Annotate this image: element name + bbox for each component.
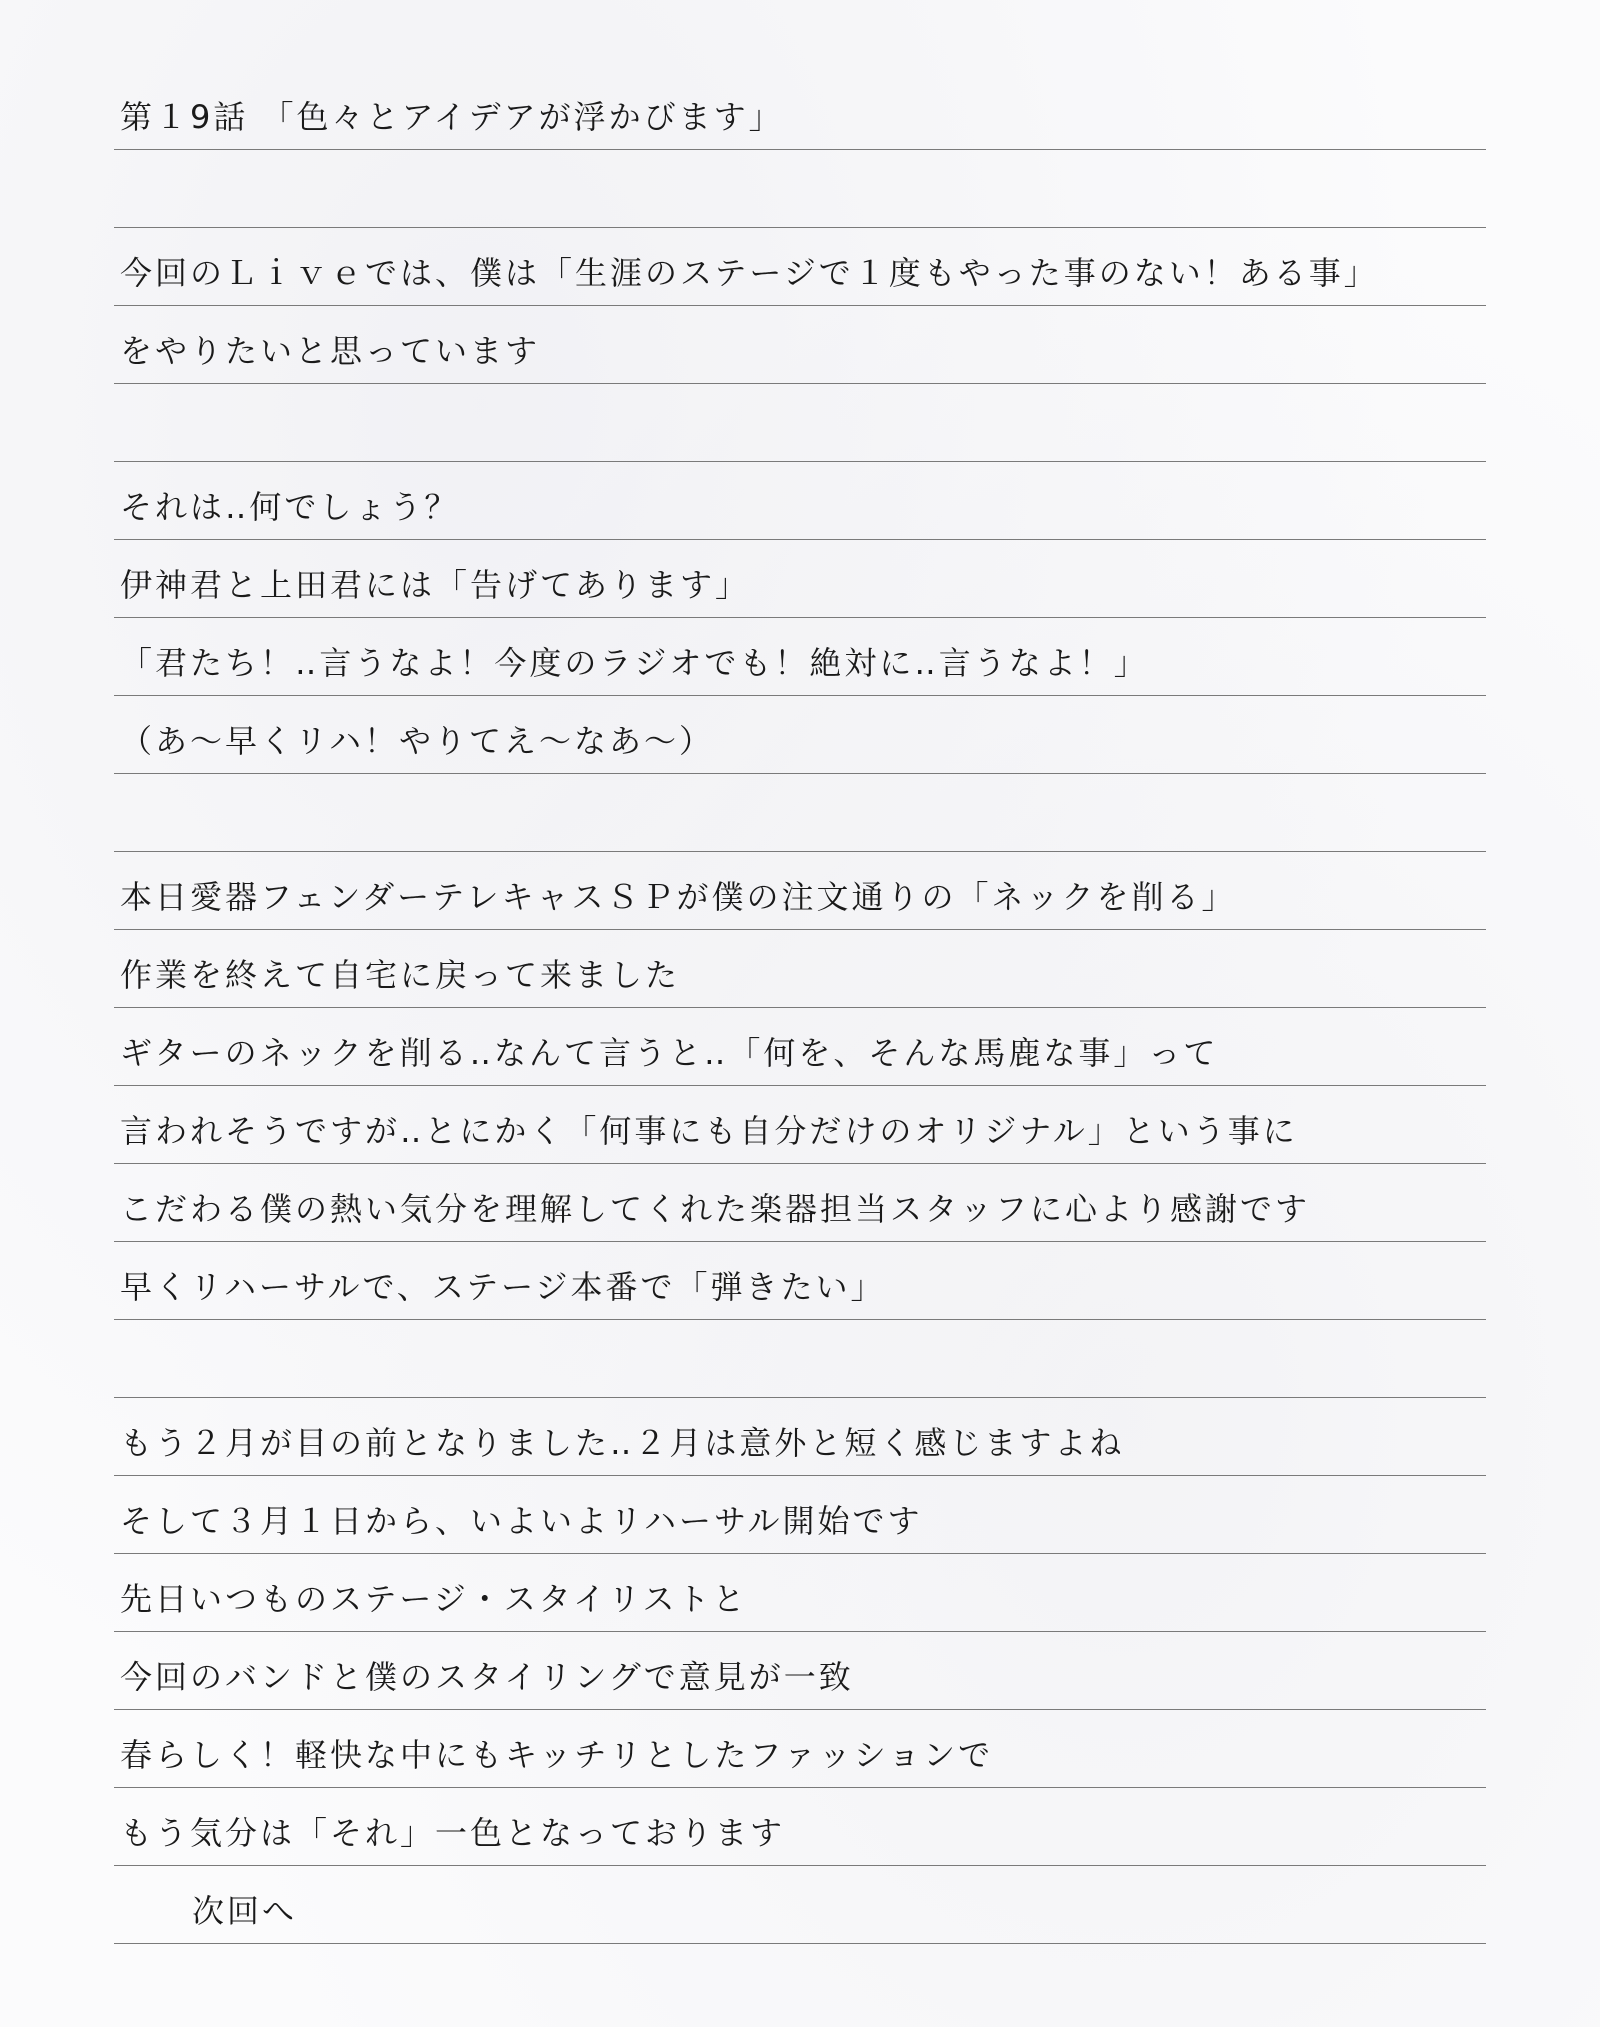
text-line xyxy=(114,1710,1486,1788)
text-line xyxy=(114,1164,1486,1242)
line-text: 言われそうですが‥とにかく「何事にも自分だけのオリジナル」という事に xyxy=(120,1112,1298,1150)
footer-line xyxy=(114,1866,1486,1944)
line-text: 作業を終えて自宅に戻って来ました xyxy=(120,956,681,994)
text-line xyxy=(114,1632,1486,1710)
line-text: 今回のＬｉｖｅでは、僕は「生涯のステージで１度もやった事のない！ある事」 xyxy=(120,254,1379,292)
line-text: （あ～早くリハ！やりてえ～なあ～） xyxy=(120,722,715,760)
text-line xyxy=(114,618,1486,696)
line-text: 「君たち！‥言うなよ！今度のラジオでも！絶対に‥言うなよ！」 xyxy=(120,644,1149,682)
line-text: 伊神君と上田君には「告げてあります」 xyxy=(120,566,751,604)
text-line xyxy=(114,306,1486,384)
text-line xyxy=(114,1320,1486,1398)
text-line xyxy=(114,1476,1486,1554)
text-line xyxy=(114,1242,1486,1320)
line-text: 春らしく！軽快な中にもキッチリとしたファッションで xyxy=(120,1736,994,1774)
line-text: 本日愛器フェンダーテレキャスＳＰが僕の注文通りの「ネックを削る」 xyxy=(120,878,1237,916)
line-text: 早くリハーサルで、ステージ本番で「弾きたい」 xyxy=(120,1268,886,1306)
text-line xyxy=(114,384,1486,462)
line-text: それは‥何でしょう？ xyxy=(120,488,460,526)
text-line xyxy=(114,1086,1486,1164)
next-episode-label: 次回へ xyxy=(192,1892,298,1930)
line-text: ギターのネックを削る‥なんて言うと‥「何を、そんな馬鹿な事」って xyxy=(120,1034,1219,1072)
text-line xyxy=(114,462,1486,540)
text-line xyxy=(114,852,1486,930)
line-text: 今回のバンドと僕のスタイリングで意見が一致 xyxy=(120,1658,854,1696)
text-line xyxy=(114,1398,1486,1476)
text-line xyxy=(114,930,1486,1008)
page-title: 第１9話 「色々とアイデアが浮かびます」 xyxy=(120,98,784,136)
line-text: もう２月が目の前となりました‥２月は意外と短く感じますよね xyxy=(120,1424,1125,1462)
text-line xyxy=(114,1554,1486,1632)
text-line xyxy=(114,150,1486,228)
title-line xyxy=(114,72,1486,150)
line-text: こだわる僕の熱い気分を理解してくれた楽器担当スタッフに心より感謝です xyxy=(120,1190,1311,1228)
line-text: もう気分は「それ」一色となっております xyxy=(120,1814,786,1852)
lined-page xyxy=(114,72,1486,1944)
text-line xyxy=(114,228,1486,306)
text-line xyxy=(114,540,1486,618)
text-line xyxy=(114,774,1486,852)
text-line xyxy=(114,1008,1486,1086)
text-line xyxy=(114,696,1486,774)
line-text: そして３月１日から、いよいよリハーサル開始です xyxy=(120,1502,923,1540)
line-text: 先日いつものステージ・スタイリストと xyxy=(120,1580,748,1618)
line-text: をやりたいと思っています xyxy=(120,332,541,370)
text-line xyxy=(114,1788,1486,1866)
